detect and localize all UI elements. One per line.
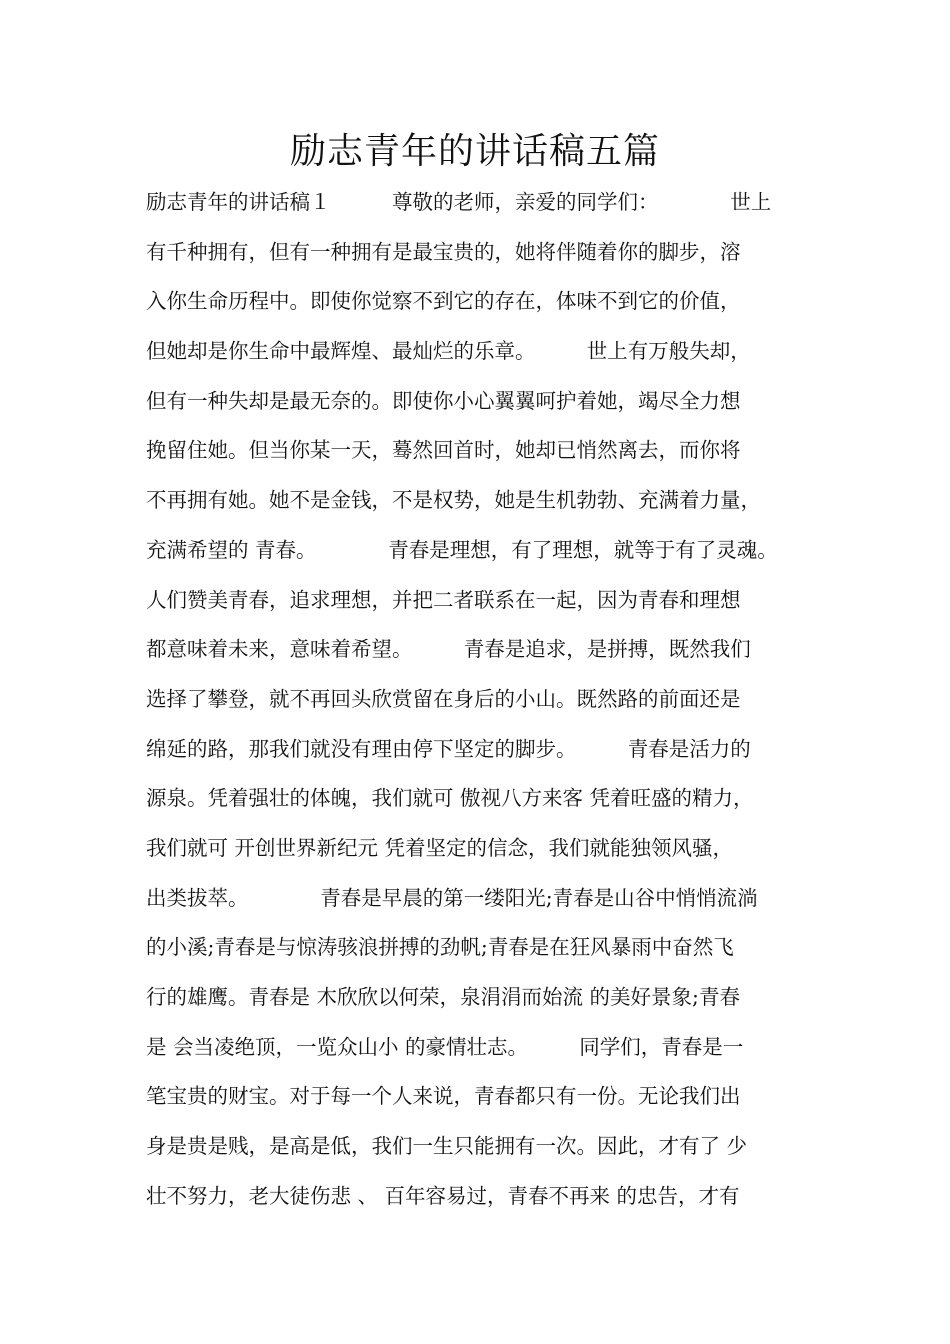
text-line: 绵延的路，那我们就没有理由停下坚定的脚步。 青春是活力的: [146, 736, 751, 761]
text-line: 我们就可 开创世界新纪元 凭着坚定的信念，我们就能独领风骚，: [146, 835, 734, 860]
text-line: 源泉。凭着强壮的体魄，我们就可 傲视八方来客 凭着旺盛的精力，: [146, 786, 754, 811]
text-line: 但她却是你生命中最辉煌、最灿烂的乐章。 世上有万般失却，: [146, 339, 751, 364]
document-title: 励志青年的讲话稿五篇: [289, 131, 660, 172]
text-line: 但有一种失却是最无奈的。即使你小心翼翼呵护着她，竭尽全力想: [146, 388, 741, 413]
text-line: 笔宝贵的财宝。对于每一个人来说，青春都只有一份。无论我们出: [146, 1084, 741, 1109]
text-line: 挽留住她。但当你某一天，蓦然回首时，她却已悄然离去，而你将: [146, 438, 741, 463]
text-line: 入你生命历程中。即使你觉察不到它的存在，体味不到它的价值，: [146, 289, 741, 314]
document-body: [146, 180, 826, 1223]
text-line: 选择了攀登，就不再回头欣赏留在身后的小山。既然路的前面还是: [146, 686, 741, 711]
text-line: 励志青年的讲话稿１ 尊敬的老师，亲爱的同学们： 世上: [146, 190, 772, 214]
text-line: 都意味着未来，意味着希望。 青春是追求，是拼搏，既然我们: [146, 637, 751, 662]
text-line: 身是贵是贱，是高是低，我们一生只能拥有一次。因此，才有了 少: [146, 1134, 748, 1159]
text-line: 充满希望的 青春。 青春是理想，有了理想，就等于有了灵魂。: [146, 537, 778, 562]
text-line: 人们赞美青春，追求理想，并把二者联系在一起，因为青春和理想: [146, 587, 741, 612]
text-line: 出类拔萃。 青春是早晨的第一缕阳光;青春是山谷中悄悄流淌: [146, 885, 758, 910]
text-line: 行的雄鹰。青春是 木欣欣以何荣，泉涓涓而始流 的美好景象;青春: [146, 985, 740, 1009]
text-line: 壮不努力，老大徒伤悲 、 百年容易过，青春不再来 的忠告，才有: [146, 1183, 740, 1208]
text-line: 的小溪;青春是与惊涛骇浪拼搏的劲帆;青春是在狂风暴雨中奋然飞: [146, 935, 734, 960]
text-line: 不再拥有她。她不是金钱，不是权势，她是生机勃勃、充满着力量，: [146, 488, 761, 513]
text-line: 有千种拥有，但有一种拥有是最宝贵的，她将伴随着你的脚步，溶: [146, 239, 741, 264]
text-line: 是 会当凌绝顶，一览众山小 的豪情壮志。 同学们，青春是一: [146, 1034, 744, 1059]
